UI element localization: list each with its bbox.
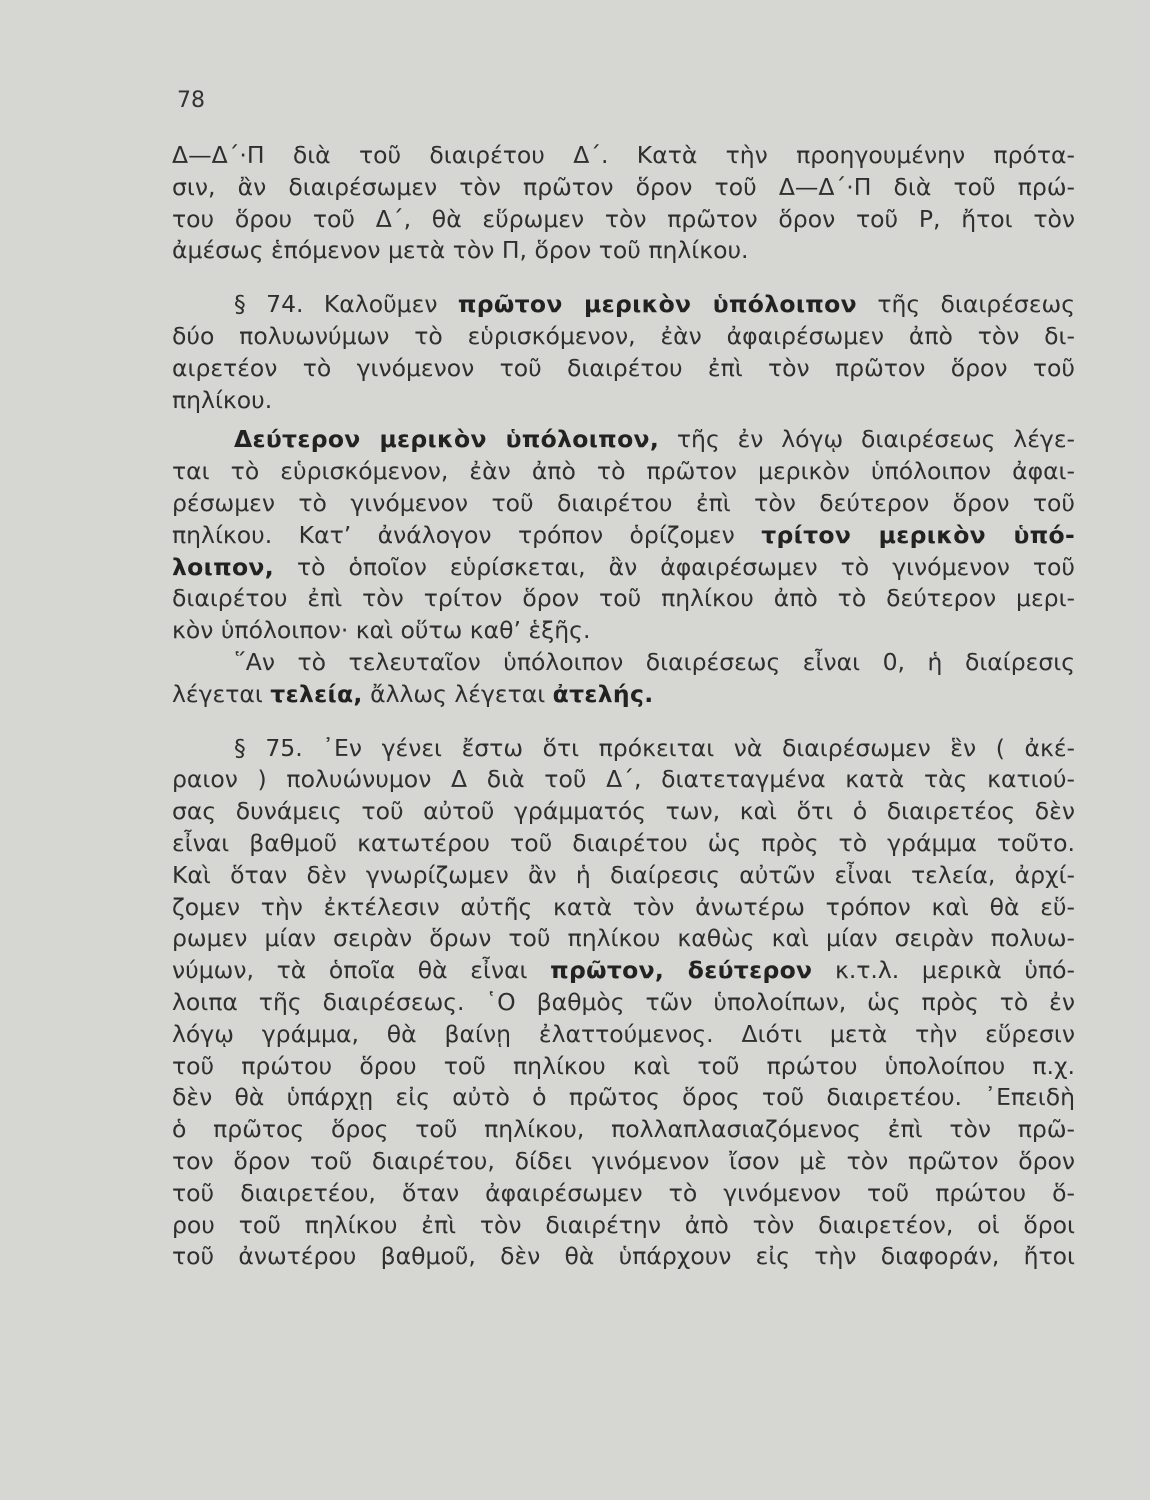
text-line: πηλίκου. Κατ’ ἀνάλογον τρόπον ὁρίζομεν τρίτον μερικὸν ὑπό- <box>172 520 1076 549</box>
text-line: εἶναι βαθμοῦ κατωτέρου τοῦ διαιρέτου ὡς πρὸς τὸ γράμμα τοῦτο. <box>172 828 1075 857</box>
paragraph <box>172 647 1075 711</box>
text-line: ρωμεν μίαν σειρὰν ὅρων τοῦ πηλίκου καθὼς καὶ μίαν σειρὰν πολυω- <box>172 924 1075 953</box>
text-line: πηλίκου. <box>172 385 273 414</box>
text-line: δύο πολυωνύμων τὸ εὑρισκόμενον, ἐὰν ἀφαιρέσωμεν ἀπὸ τὸν δι- <box>172 321 1075 350</box>
paragraph <box>172 424 1075 647</box>
text-line: ραιον ) πολυώνυμον Δ διὰ τοῦ Δ΄, διατεταγμένα κατὰ τὰς κατιού- <box>172 765 1075 794</box>
text-line: σας δυνάμεις τοῦ αὐτοῦ γράμματός των, καὶ ὅτι ὁ διαιρετέος δὲν <box>172 797 1075 826</box>
text-line: λόγῳ γράμμα, θὰ βαίνῃ ἐλαττούμενος. Διότι μετὰ τὴν εὕρεσιν <box>172 1019 1075 1048</box>
term-bold: τρίτον μερικὸν ὑπό- <box>761 520 1076 549</box>
paragraph <box>172 321 1075 416</box>
text-line: δὲν θὰ ὑπάρχῃ εἰς αὐτὸ ὁ πρῶτος ὅρος τοῦ διαιρετέου. ᾿Επειδὴ <box>172 1083 1075 1112</box>
text-line: Δεύτερον μερικὸν ὑπόλοιπον, τῆς ἐν λόγῳ διαιρέσεως λέγε- <box>234 425 1076 454</box>
page-number: 78 <box>177 88 205 113</box>
text-line: τοῦ διαιρετέου, ὅταν ἀφαιρέσωμεν τὸ γινόμενον τοῦ πρώτου ὅ- <box>172 1178 1075 1207</box>
text-line: Δ—Δ΄·Π διὰ τοῦ διαιρέτου Δ΄. Κατὰ τὴν προηγουμένην πρότα- <box>172 141 1075 169</box>
text-line: ρέσωμεν τὸ γινόμενον τοῦ διαιρέτου ἐπὶ τὸν δεύτερον ὅρον τοῦ <box>172 488 1075 517</box>
text-line: του ὅρου τοῦ Δ΄, θὰ εὕρωμεν τὸν πρῶτον ὅρον τοῦ Ρ, ἤτοι τὸν <box>172 204 1075 233</box>
text-line: ται τὸ εὑρισκόμενον, ἐὰν ἀπὸ τὸ πρῶτον μερικὸν ὑπόλοιπον ἀφαι- <box>172 457 1075 486</box>
text-line: διαιρέτου ἐπὶ τὸν τρίτον ὅρον τοῦ πηλίκου ἀπὸ τὸ δεύτερον μερι- <box>172 584 1075 613</box>
text-line: § 75. ᾿Εν γένει ἔστω ὅτι πρόκειται νὰ διαιρέσωμεν ἓν ( ἀκέ- <box>234 733 1075 762</box>
term-bold: πρῶτον μερικὸν ὑπόλοιπον <box>457 290 857 319</box>
term-bold: Δεύτερον μερικὸν ὑπόλοιπον, <box>234 425 660 454</box>
text-line: τον ὅρον τοῦ διαιρέτου, δίδει γινόμενον ἴσον μὲ τὸν πρῶτον ὅρον <box>172 1146 1075 1175</box>
text-line: Καὶ ὅταν δὲν γνωρίζωμεν ἂν ἡ διαίρεσις αὐτῶν εἶναι τελεία, ἀρχί- <box>172 860 1075 889</box>
text-line: αιρετέον τὸ γινόμενον τοῦ διαιρέτου ἐπὶ τὸν πρῶτον ὅρον τοῦ <box>172 353 1075 382</box>
text-line: ρου τοῦ πηλίκου ἐπὶ τὸν διαιρέτην ἀπὸ τὸν διαιρετέον, οἱ ὅροι <box>172 1210 1075 1239</box>
text-line: κὸν ὑπόλοιπον· καὶ οὕτω καθ’ ἑξῆς. <box>172 616 591 645</box>
term-bold: λοιπον, <box>172 552 274 581</box>
text-line: ὁ πρῶτος ὅρος τοῦ πηλίκου, πολλαπλασιαζόμενος ἐπὶ τὸν πρῶ- <box>172 1115 1075 1144</box>
text-line: τοῦ πρώτου ὅρου τοῦ πηλίκου καὶ τοῦ πρώτου ὑπολοίπου π.χ. <box>172 1051 1075 1080</box>
page-body <box>172 140 1075 1273</box>
term-bold: ἀτελής. <box>552 679 654 708</box>
text-line: ῞Αν τὸ τελευταῖον ὑπόλοιπον διαιρέσεως εἶναι 0, ἡ διαίρεσις <box>234 647 1075 676</box>
term-bold: τελεία, <box>270 679 363 708</box>
text-line: λέγεται τελεία, ἄλλως λέγεται ἀτελής. <box>172 679 654 708</box>
text-line: ζομεν τὴν ἐκτέλεσιν αὐτῆς κατὰ τὸν ἀνωτέρω τρόπον καὶ θὰ εὕ- <box>172 892 1075 921</box>
text-line: λοιπα τῆς διαιρέσεως. ῾Ο βαθμὸς τῶν ὑπολοίπων, ὡς πρὸς τὸ ἐν <box>172 987 1075 1016</box>
section-75-paragraph <box>172 733 1075 1274</box>
text-line: ἀμέσως ἑπόμενον μετὰ τὸν Π, ὅρον τοῦ πηλίκου. <box>172 236 749 265</box>
text-line: λοιπον, τὸ ὁποῖον εὑρίσκεται, ἂν ἀφαιρέσωμεν τὸ γινόμενον τοῦ <box>172 552 1075 581</box>
section-74-paragraph <box>172 289 1075 321</box>
paragraph <box>172 140 1075 267</box>
term-bold: πρῶτον, δεύτερον <box>550 956 813 985</box>
text-line: σιν, ἂν διαιρέσωμεν τὸν πρῶτον ὅρον τοῦ Δ—Δ΄·Π διὰ τοῦ πρώ- <box>172 172 1075 201</box>
text-line: § 74. Καλοῦμεν πρῶτον μερικὸν ὑπόλοιπον τῆς διαιρέσεως <box>234 290 1075 319</box>
text-line: νύμων, τὰ ὁποῖα θὰ εἶναι πρῶτον, δεύτερον κ.τ.λ. μερικὰ ὑπό- <box>172 956 1075 985</box>
text-line: τοῦ ἀνωτέρου βαθμοῦ, δὲν θὰ ὑπάρχουν εἰς τὴν διαφοράν, ἤτοι <box>172 1242 1075 1271</box>
